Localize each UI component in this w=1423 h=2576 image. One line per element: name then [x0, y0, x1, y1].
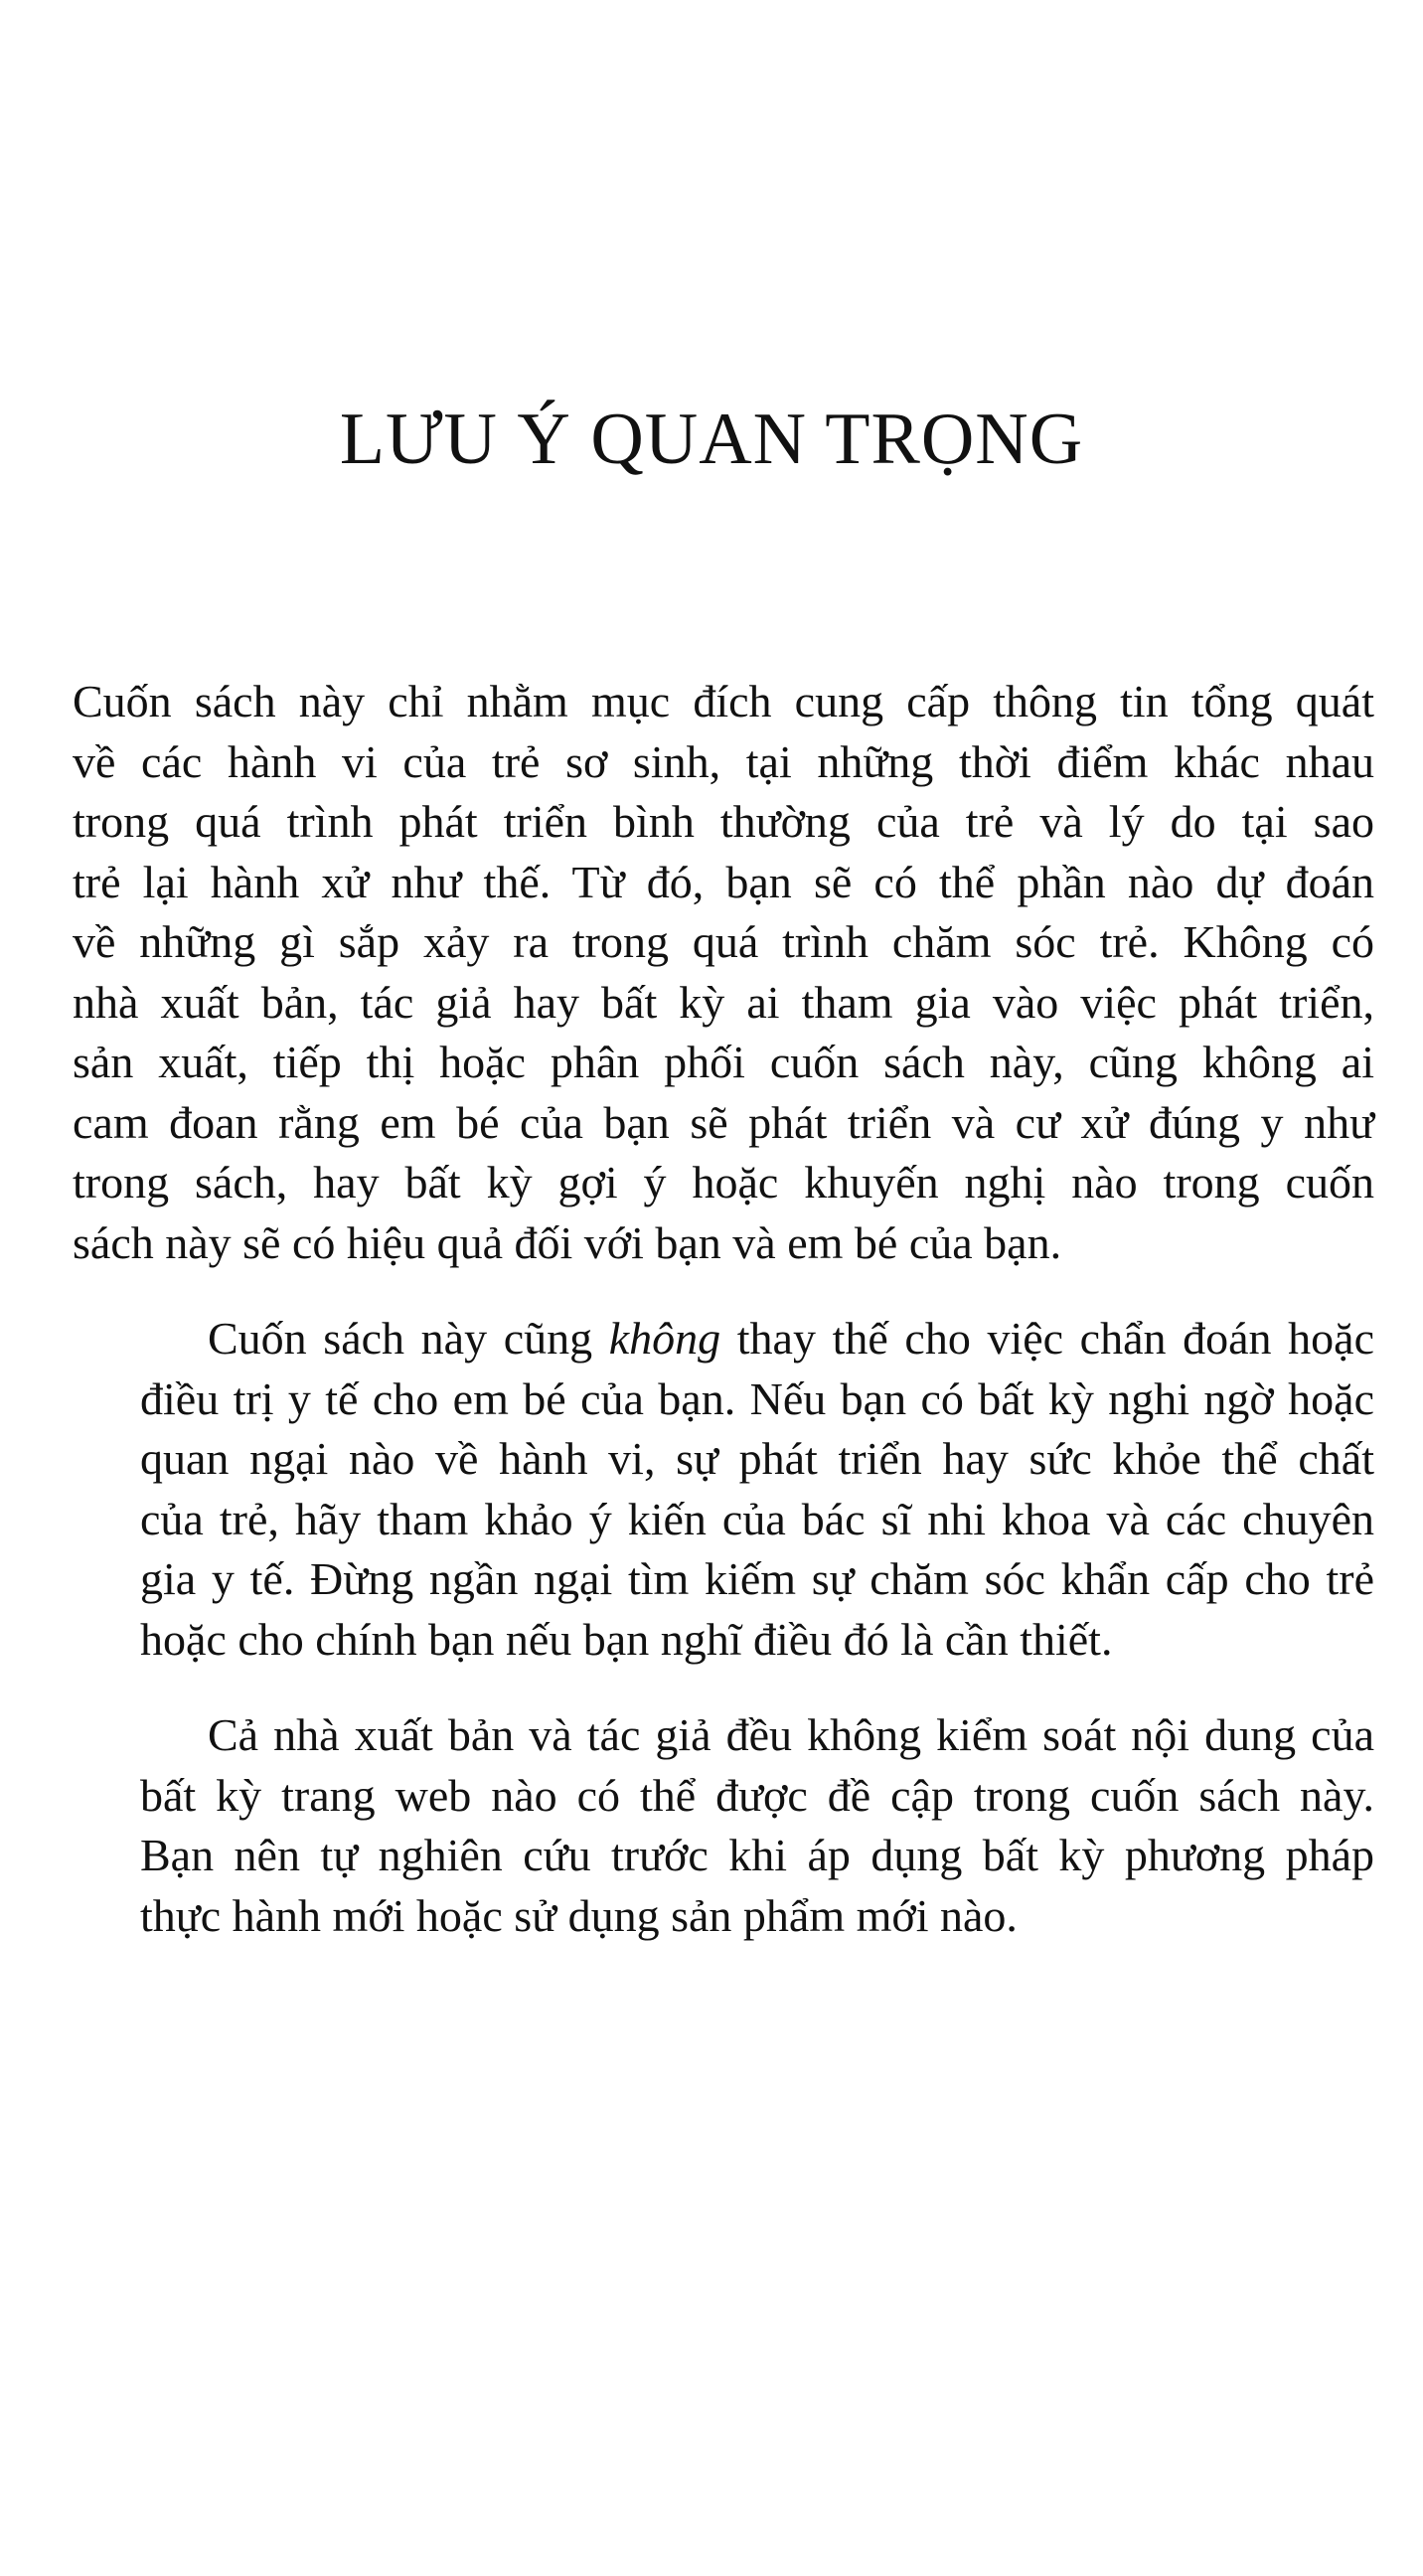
text-line: Cả nhà xuất bản và tác giả đều không kiểm soát nội dung của: [208, 1709, 1374, 1760]
text-line: sách này sẽ có hiệu quả đối với bạn và em bé của bạn.: [73, 1216, 1062, 1268]
text-line: điều trị y tế cho em bé của bạn. Nếu bạn có bất kỳ nghi ngờ hoặc: [140, 1372, 1374, 1424]
notice-body: [73, 672, 1374, 1946]
text-line: thực hành mới hoặc sử dụng sản phẩm mới nào.: [140, 1889, 1018, 1941]
text-line: cam đoan rằng em bé của bạn sẽ phát triển và cư xử đúng y như: [73, 1096, 1374, 1148]
text-line: sản xuất, tiếp thị hoặc phân phối cuốn sách này, cũng không ai: [73, 1037, 1374, 1087]
text-fragment: thay thế cho việc chẩn đoán hoặc: [720, 1313, 1374, 1364]
text-fragment: Cuốn sách này cũng: [208, 1313, 609, 1364]
text-line: nhà xuất bản, tác giả hay bất kỳ ai tham gia vào việc phát triển,: [73, 976, 1374, 1028]
text-line: của trẻ, hãy tham khảo ý kiến của bác sĩ nhi khoa và các chuyên: [140, 1493, 1374, 1544]
text-line: bất kỳ trang web nào có thể được đề cập trong cuốn sách này.: [140, 1769, 1374, 1821]
text-line: gia y tế. Đừng ngần ngại tìm kiếm sự chăm sóc khẩn cấp cho trẻ: [140, 1553, 1374, 1604]
text-line: về những gì sắp xảy ra trong quá trình chăm sóc trẻ. Không có: [73, 916, 1374, 967]
text-line: trong quá trình phát triển bình thường của trẻ và lý do tại sao: [73, 796, 1374, 847]
text-line: trong sách, hay bất kỳ gợi ý hoặc khuyến nghị nào trong cuốn: [73, 1157, 1374, 1208]
paragraph-3: [73, 1705, 1374, 1946]
page-title: LƯU Ý QUAN TRỌNG: [339, 399, 1084, 480]
text-line: Cuốn sách này chỉ nhằm mục đích cung cấp thông tin tổng quát: [73, 676, 1374, 726]
emphasis-text: không: [608, 1313, 721, 1364]
paragraph-2: [73, 1309, 1374, 1670]
text-line: về các hành vi của trẻ sơ sinh, tại những thời điểm khác nhau: [73, 735, 1374, 787]
text-line: Bạn nên tự nghiên cứu trước khi áp dụng bất kỳ phương pháp: [140, 1830, 1374, 1880]
text-line: trẻ lại hành xử như thế. Từ đó, bạn sẽ có thể phần nào dự đoán: [73, 856, 1374, 907]
text-line: hoặc cho chính bạn nếu bạn nghĩ điều đó là cần thiết.: [140, 1613, 1113, 1665]
paragraph-1: [73, 672, 1374, 1273]
text-line: quan ngại nào về hành vi, sự phát triển hay sức khỏe thể chất: [140, 1433, 1374, 1484]
text-line: [73, 1309, 1374, 1369]
